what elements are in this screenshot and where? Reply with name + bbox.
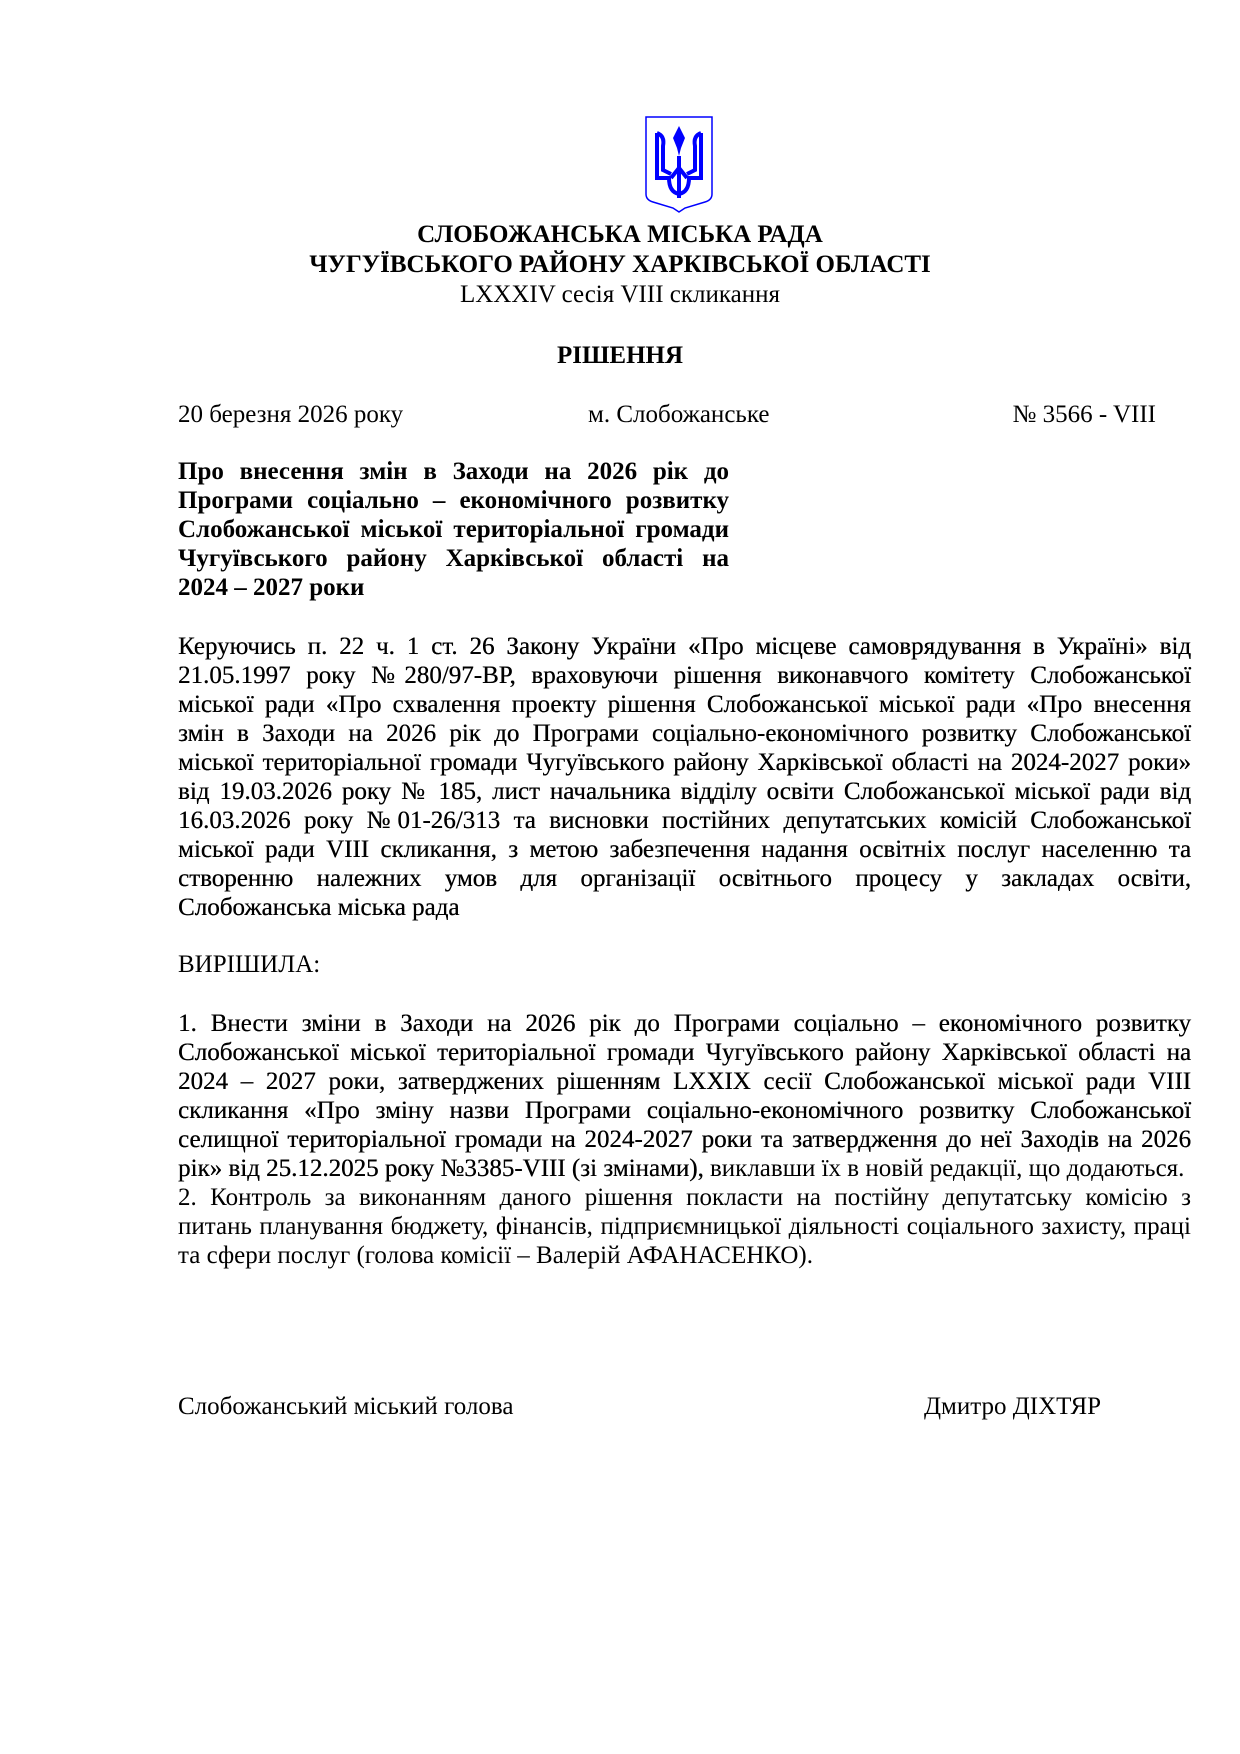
signature-name: Дмитро ДІХТЯР — [924, 1393, 1102, 1420]
coat-of-arms-emblem — [645, 116, 713, 213]
decision-item-1 — [178, 1009, 1191, 1183]
council-name: СЛОБОЖАНСЬКА МІСЬКА РАДА — [417, 221, 823, 248]
subject-line: Чугуївського району Харківської області на — [178, 545, 729, 572]
subject-line: Про внесення змін в Заходи на 2026 рік до — [178, 458, 729, 485]
decision-date: 20 березня 2026 року — [178, 401, 404, 428]
signature-position: Слобожанський міський голова — [178, 1393, 514, 1420]
subject-line: Слобожанської міської територіальної громади — [178, 516, 729, 543]
district-name: ЧУГУЇВСЬКОГО РАЙОНУ ХАРКІВСЬКОЇ ОБЛАСТІ — [309, 251, 931, 278]
decision-place: м. Слобожанське — [588, 401, 770, 428]
session-line: LXXXIV сесія VIII скликання — [459, 281, 781, 308]
decision-item-2: 2. Контроль за виконанням даного рішення покласти на постійну депутатську комісію з питань планування бюджету, фінансів, підприємницької діяльності соціального захисту, праці та сфери послуг (голова комісії – Валерій АФАНАСЕНКО). — [178, 1184, 1191, 1269]
subject-line: 2024 – 2027 роки — [178, 574, 365, 601]
decision-subject — [178, 457, 729, 602]
trident-icon — [645, 116, 713, 213]
preamble-paragraph: Керуючись п. 22 ч. 1 ст. 26 Закону України «Про місцеве самоврядування в Україні» від 21.05.1997 року №280/97-ВР, враховуючи рішення виконавчого комітету Слобожанської міської ради «Про схвалення проекту рішення Слобожанської міської ради «Про внесення змін в Заходи на 2026 рік до Програми соціально-економічного розвитку Слобожанської міської територіальної громади Чугуївського району Харківської області на 2024-2027 роки» від 19.03.2026 року № 185, лист начальника відділу освіти Слобожанської міської ради від 16.03.2026 року №01-26/313 та висновки постійних депутатських комісій Слобожанської міської ради VIII скликання, з метою забезпечення надання освітніх послуг населенню та створенню належних умов для організації освітнього процесу у закладах освіти, Слобожанська міська рада — [178, 633, 1191, 921]
subject-line: Програми соціально – економічного розвитку — [178, 487, 729, 514]
item-1-tail-text: виклавши їх в новій редакції, що додаються. — [703, 1155, 1185, 1182]
decided-heading: ВИРІШИЛА: — [178, 951, 321, 978]
decision-number: № 3566 - VIII — [1012, 401, 1156, 428]
item-1-main-text: 1. Внести зміни в Заходи на 2026 рік до Програми соціально – економічного розвитку Слобожанської міської територіальної громади Чугуївського району Харківської області на 2024 – 2027 роки, затверджених рішенням LXXIX сесії Слобожанської міської ради VIII скликання «Про зміну назви Програми соціально-економічного розвитку Слобожанської селищної територіальної громади на 2024-2027 роки та затвердження до неї Заходів на 2026 рік» від 25.12.2025 року №3385-VIII (зі змінами), — [178, 1010, 1191, 1182]
decision-items — [178, 1009, 1191, 1270]
document-type-title: РІШЕННЯ — [556, 342, 684, 369]
